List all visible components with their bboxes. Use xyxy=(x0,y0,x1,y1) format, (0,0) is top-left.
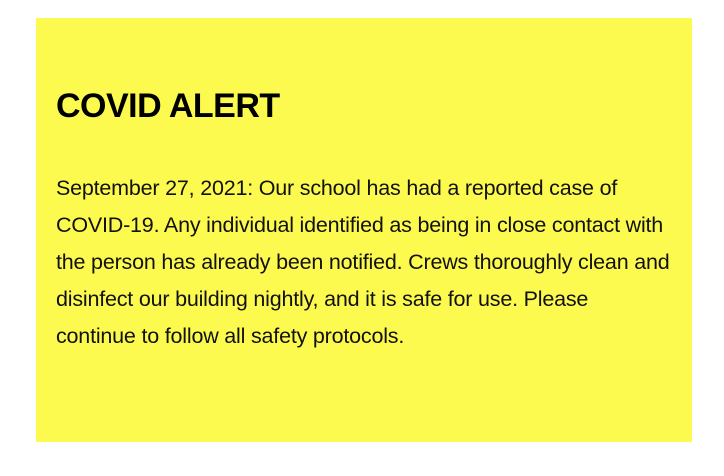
covid-alert-banner xyxy=(36,18,692,442)
alert-title: COVID ALERT xyxy=(56,87,280,125)
alert-message: September 27, 2021: Our school has had a reported case of COVID-19. Any individual identified as being in close contact with the person has already been notified. Crews thoroughly clean and disinfect our building nightly, and it is safe for use. Please continue to follow all safety protocols. xyxy=(56,176,670,348)
